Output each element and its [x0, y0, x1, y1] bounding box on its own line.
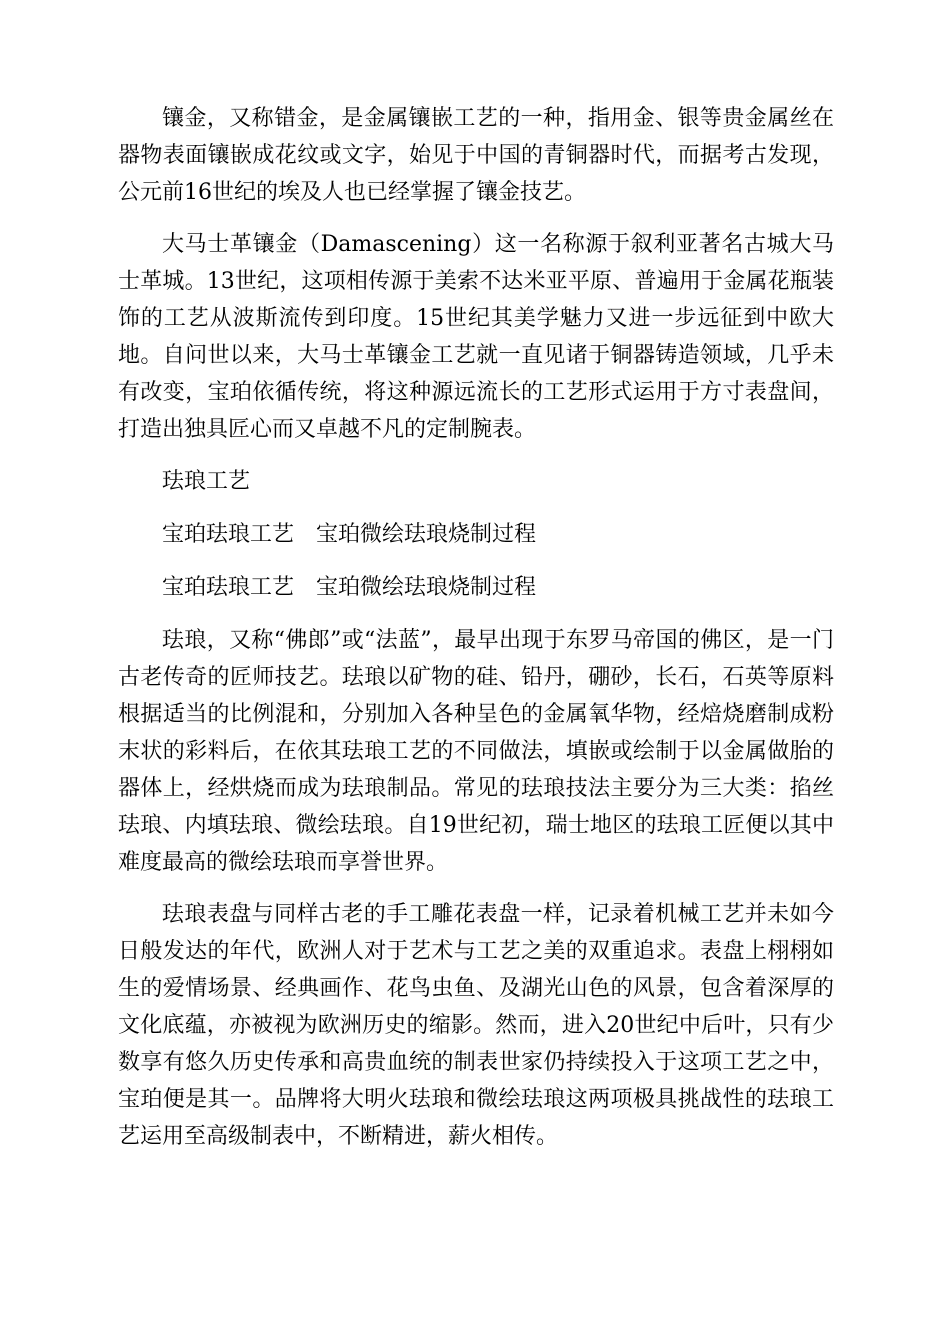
paragraph-enamel-definition: 珐琅，又称“佛郎”或“法蓝”，最早出现于东罗马帝国的佛区，是一门古老传奇的匠师技艺。珐琅以矿物的硅、铅丹，硼砂，长石，石英等原料根据适当的比例混和，分别加入各种呈色的金属氧华物，经焙烧磨制成粉末状的彩料后，在依其珐琅工艺的不同做法，填嵌或绘制于以金属做胎的器体上，经烘烧而成为珐琅制品。常见的珐琅技法主要分为三大类：掐丝珐琅、内填珐琅、微绘珐琅。自19世纪初，瑞士地区的珐琅工匠便以其中难度最高的微绘珐琅而享誉世界。 — [118, 628, 834, 875]
document-page — [118, 100, 834, 1170]
paragraph-damascening-history: 大马士革镶金（Damascening）这一名称源于叙利亚著名古城大马士革城。13世纪，这项相传源于美索不达米亚平原、普遍用于金属花瓶装饰的工艺从波斯流传到印度。15世纪其美学魅力又进一步远征到中欧大地。自问世以来，大马士革镶金工艺就一直见诸于铜器铸造领域，几乎未有改变，宝珀依循传统，将这种源远流长的工艺形式运用于方寸表盘间，打造出独具匠心而又卓越不凡的定制腕表。 — [118, 232, 834, 442]
caption-enamel-process-2: 宝珀珐琅工艺 宝珀微绘珐琅烧制过程 — [162, 575, 537, 600]
paragraph-enamel-dial-history: 珐琅表盘与同样古老的手工雕花表盘一样，记录着机械工艺并未如今日般发达的年代，欧洲人对于艺术与工艺之美的双重追求。表盘上栩栩如生的爱情场景、经典画作、花鸟虫鱼、及湖光山色的风景，包含着深厚的文化底蕴，亦被视为欧洲历史的缩影。然而，进入20世纪中后叶，只有少数享有悠久历史传承和高贵血统的制表世家仍持续投入于这项工艺之中，宝珀便是其一。品牌将大明火珐琅和微绘珐琅这两项极具挑战性的珐琅工艺运用至高级制表中，不断精进，薪火相传。 — [118, 902, 834, 1149]
section-heading-enamel: 珐琅工艺 — [162, 469, 251, 494]
caption-enamel-process-1: 宝珀珐琅工艺 宝珀微绘珐琅烧制过程 — [162, 522, 537, 547]
paragraph-damascene-intro: 镶金，又称错金，是金属镶嵌工艺的一种，指用金、银等贵金属丝在器物表面镶嵌成花纹或文字，始见于中国的青铜器时代，而据考古发现，公元前16世纪的埃及人也已经掌握了镶金技艺。 — [118, 106, 834, 205]
